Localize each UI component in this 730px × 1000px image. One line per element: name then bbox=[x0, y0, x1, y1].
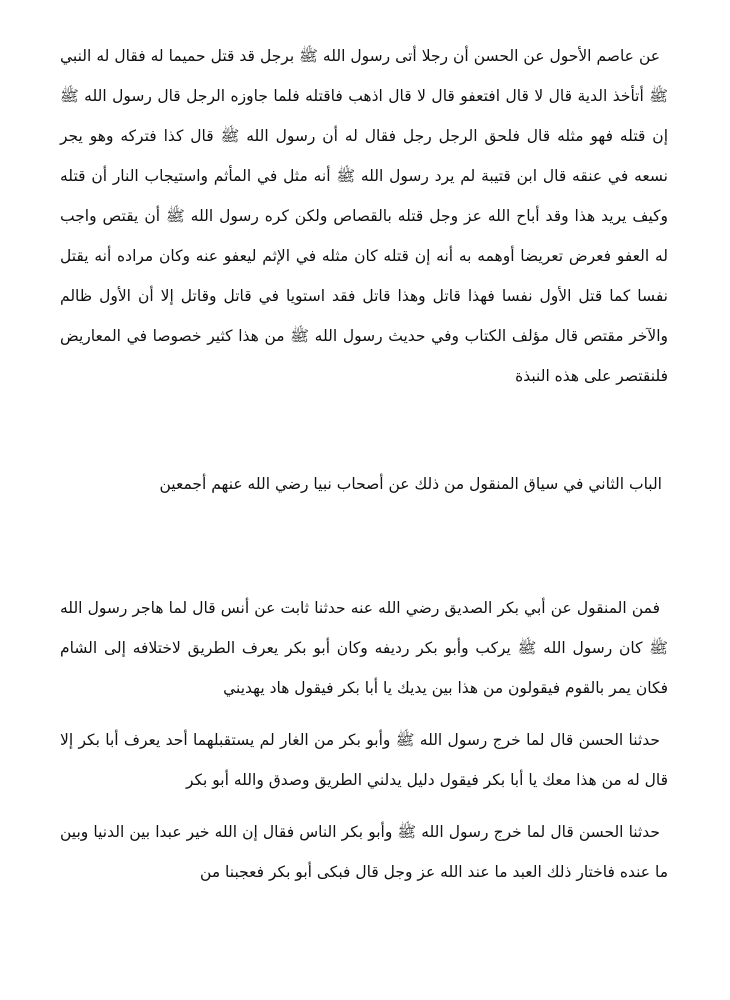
paragraph-cave-exit: حدثنا الحسن قال لما خرج رسول الله ﷺ وأبو بكر من الغار لم يستقبلهما أحد يعرف أبا بكر إلا قال له من هذا معك يا أبا بكر فيقول دليل يدلني الطريق وصدق والله أبو بكر bbox=[60, 731, 668, 789]
document-page bbox=[60, 36, 668, 1000]
paragraph-servant-choice: حدثنا الحسن قال لما خرج رسول الله ﷺ وأبو بكر الناس فقال إن الله خير عبدا بين الدنيا وبين ما عنده فاختار ذلك العبد ما عند الله عز وجل قال فبكى أبو بكر فعجبنا من bbox=[60, 823, 668, 881]
paragraph-hasan-narration: عن عاصم الأحول عن الحسن أن رجلا أتى رسول الله ﷺ برجل قد قتل حميما له فقال له النبي ﷺ أتأخذ الدية قال لا قال افتعفو قال لا قال اذهب فاقتله فلما جاوزه الرجل قال رسول الله ﷺ إن قتله فهو مثله قال فلحق الرجل رجل فقال له أن رسول الله ﷺ قال كذا فتركه وهو يجر نسعه في عنقه قال ابن قتيبة لم يرد رسول الله ﷺ أنه مثل في المأثم واستيجاب النار أن قتله وكيف يريد هذا وقد أباح الله عز وجل قتله بالقصاص ولكن كره رسول الله ﷺ أن يقتص واجب له العفو فعرض تعريضا أوهمه به أنه إن قتله كان مثله في الإثم ليعفو عنه وكان مراده أنه يقتل نفسا كما قتل الأول نفسا فهذا قاتل وهذا قاتل فقد استويا في قاتل وقاتل إلا أن الأول ظالم والآخر مقتص قال مؤلف الكتاب وفي حديث رسول الله ﷺ من هذا كثير خصوصا في المعاريض فلنقتصر على هذه النبذة bbox=[60, 47, 668, 385]
chapter-heading: الباب الثاني في سياق المنقول من ذلك عن أصحاب نبيا رضي الله عنهم أجمعين bbox=[159, 475, 662, 493]
paragraph-abu-bakr-hijra: فمن المنقول عن أبي بكر الصديق رضي الله عنه حدثنا ثابت عن أنس قال لما هاجر رسول الله ﷺ كان رسول الله ﷺ يركب وأبو بكر رديفه وكان أبو بكر يعرف الطريق لاختلافه إلى الشام فكان يمر بالقوم فيقولون من هذا بين يديك يا أبا بكر فيقول هاد يهديني bbox=[60, 599, 668, 697]
